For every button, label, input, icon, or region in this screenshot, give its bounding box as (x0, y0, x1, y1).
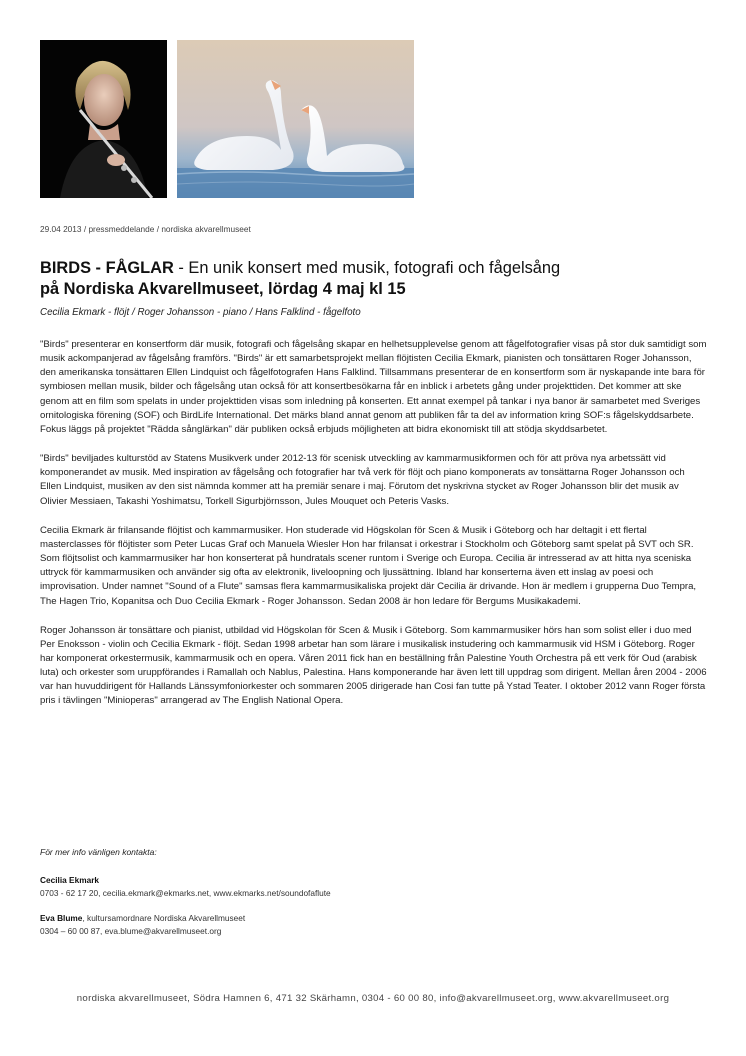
dateline: 29.04 2013 / pressmeddelande / nordiska akvarellmuseet (40, 224, 251, 234)
page-footer: nordiska akvarellmuseet, Södra Hamnen 6, 471 32 Skärhamn, 0304 - 60 00 80, info@akvarellmuseet.org, www.akvarellmuseet.org (76, 993, 670, 1004)
paragraph-cecilia: Cecilia Ekmark är frilansande flöjtist och kammarmusiker. Hon studerade vid Högskolan för Scen & Musik i Göteborg och har deltagit i ett flertal masterclasses för flöjtister som Peter Lucas Graf och Manuela Wiesler Hon har frilansat i orkestrar i Stockholm och Göteborg samt spelat på SVT och SR. Som flöjtsolist och kammarmusiker har hon konserterat på hundratals scener runtom i Sverige och Europa. Cecilia är intresserad av att hitta nya sceniska uttryck för kammarmusiken och använder sig ofta av elektronik, liveloopning och ljussättning. Ibland har konserterna även ett inslag av poesi och improvisation. Under namnet "Sound of a Flute" samsas flera kammarmusikaliska projekt där Cecilia är drivande. Hon är medlem i grupperna Duo Tempra, The Hagen Trio, Kopanitsa och Duo Cecilia Ekmark - Roger Johansson. Sedan 2008 är hon ledare för Bergums Musikakademi. (40, 524, 697, 607)
press-release-title (40, 258, 700, 300)
contact-details[interactable]: 0703 - 62 17 20, cecilia.ekmark@ekmarks.net, www.ekmarks.net/soundofaflute (40, 888, 331, 899)
title-bold: BIRDS - FÅGLAR (40, 259, 174, 277)
contact-role: , kultursamordnare Nordiska Akvarellmuseet (82, 913, 246, 923)
title-line2: på Nordiska Akvarellmuseet, lördag 4 maj kl 15 (40, 280, 406, 298)
contact-name: Eva Blume (40, 913, 83, 923)
contact-block (40, 912, 245, 939)
paragraph-roger: Roger Johansson är tonsättare och pianist, utbildad vid Högskolan för Scen & Musik i Göteborg. Som kammarmusiker hörs han som solist eller i duo med Per Enoksson - violin och Cecilia Ekmark - flöjt. Sedan 1998 arbetar han som lärare i musikalisk instudering och kammarmusik vid HSM i Göteborg. Roger har komponerat orkestermusik, kammarmusik och en opera. Våren 2011 fick han en beställning från Palestine Youth Orchestra på ett verk för Oud (arabisk luta) och orkester som uruppförandes i Ramallah och Nablus, Palestina. Hans komponerande har även lett till uppdrag som dirigent. Mellan åren 2004 - 2006 var han huvuddirigent för Hallands Länssymfoniorkester och sommaren 2005 dirigerade han Cosi fan tutte på Ystad Teater. I oktober 2012 vann Roger första pris i tävlingen "Minioperas" arrangerad av The English National Opera. (40, 624, 707, 707)
paragraph-funding: "Birds" beviljades kulturstöd av Statens Musikverk under 2012-13 för scenisk utveckling av kammarmusikformen och för att pröva nya arbetssätt vid komponerandet av musik. Med inspiration av fågelsång och fotografier har två verk för flöjt och piano komponerats av tonsättarna Roger Johansson och Ellen Lindquist, musiken av den sist nämnda kommer att ha premiär senare i maj. Förutom det nyskrivna stycket av Roger Johansson blir det musik av Olivier Messiaen, Takashi Yoshimatsu, Torkell Sigurbjörnsson, Jules Mouquet och Peteris Vasks. (40, 453, 685, 507)
article-body (40, 338, 708, 724)
contact-details[interactable]: 0304 – 60 00 87, eva.blume@akvarellmuseet.org (40, 926, 222, 937)
swans-photo (177, 40, 414, 198)
contact-intro: För mer info vänligen kontakta: (40, 847, 157, 857)
performers-subtitle: Cecilia Ekmark - flöjt / Roger Johansson - piano / Hans Falklind - fågelfoto (40, 307, 361, 318)
title-rest: - En unik konsert med musik, fotografi och fågelsång (173, 259, 561, 277)
paragraph-intro: "Birds" presenterar en konsertform där musik, fotografi och fågelsång skapar en helhetsupplevelse genom att fågelfotografier visas på stor duk samtidigt som musik ackompanjerad av fågelsång framförs. "Birds" är ett samarbetsprojekt mellan flöjtisten Cecilia Ekmark, pianisten och tonsättaren Roger Johansson, den amerikanska tonsättaren Ellen Lindquist och fågelfotografen Hans Falklind. Tillsammans presenterar de en konsertform som är nyskapande inte bara för symbiosen mellan musik, bilder och fågelsång utan också för att konsertbesökarna får en inblick i arbetets gång under projekttiden. Det kommer att ske genom att en film som spelats in under projekttiden visas som inledning på konserten. Ett annat exempel på tankar i nya banor är samarbetet med Sveriges ornitologiska förening (SOF) och BirdLife International. Det märks bland annat genom att publiken får ta del av information kring SOF:s fågelskyddsarbete. Fokus läggs på projektet "Rädda sånglärkan" där publiken också erbjuds möjligheten att bidra ekonomiskt till att stödja skyddsarbetet. (40, 339, 707, 435)
swans-image (177, 40, 414, 198)
contact-name: Cecilia Ekmark (40, 875, 100, 885)
portrait-photo (40, 40, 167, 198)
contact-block (40, 874, 331, 901)
flutist-image (40, 40, 167, 198)
